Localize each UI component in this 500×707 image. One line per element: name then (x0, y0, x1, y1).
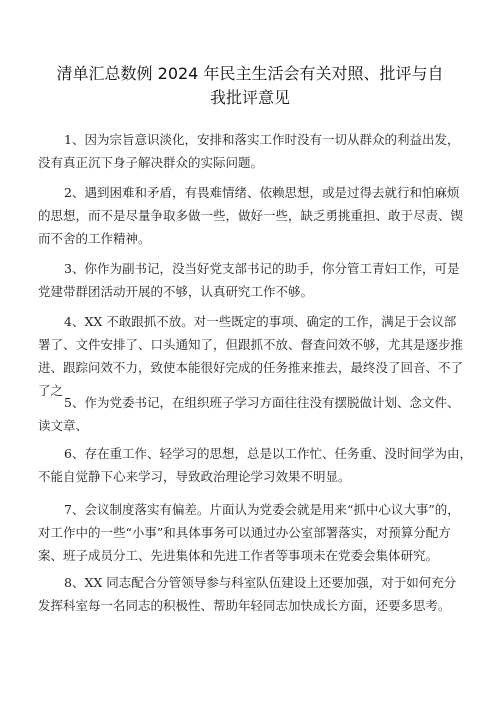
paragraph-4-line-3: 进、跟踪问效不力，致使本能很好完成的任务推来推去，最终没了回音、不了 (38, 360, 464, 375)
paragraph-2 (38, 181, 464, 250)
paragraph-3-line-1: 3、你作为副书记，没当好党支部书记的助手，你分管工青妇工作，可是 (64, 261, 460, 276)
paragraph-6-line-1: 6、存在重工作、轻学习的思想，总是以工作忙、任务重、没时间学为由， (64, 446, 472, 461)
paragraph-7-line-3: 案、班子成员分工、先进集体和先进工作者等事项未在党委会集体研究。 (38, 548, 439, 563)
paragraph-4-line-4: 了之 (38, 383, 64, 398)
paragraph-7-line-2: 对工作中的一些“小事”和具体事务可以通过办公室部署落实，对预算分配方 (38, 525, 451, 540)
paragraph-4-line-2: 署了、文件安排了、口头通知了，但跟抓不放、督查问效不够，尤其是逐步推 (38, 337, 464, 352)
paragraph-8 (38, 571, 464, 617)
paragraph-5-line-2: 读文章、 (38, 418, 89, 433)
paragraph-7-line-1: 7、会议制度落实有偏差。片面认为党委会就是用来“抓中心议大事”的， (64, 502, 460, 517)
paragraph-2-line-2: 的思想，而不是尽量争取多做一些，做好一些，缺乏勇挑重担、敢于尽责、锲 (38, 208, 464, 223)
paragraph-6-line-2: 不能自觉静下心来学习，导致政治理论学习效果不明显。 (38, 469, 351, 484)
paragraph-5 (38, 391, 464, 437)
paragraph-4-line-1: 4、XX 不敢跟抓不放。对一些既定的事项、确定的工作，满足于会议部 (64, 314, 457, 329)
paragraph-8-line-2: 发挥科室每一名同志的积极性、帮助年轻同志加快成长方面，还要多思考。 (38, 598, 451, 613)
paragraph-1-line-2: 没有真正沉下身子解决群众的实际问题。 (38, 155, 264, 170)
paragraph-1 (38, 128, 464, 174)
paragraph-3 (38, 257, 464, 303)
document-title-line-2: 我批评意见 (209, 88, 290, 107)
paragraph-4 (38, 310, 464, 402)
paragraph-6 (38, 442, 472, 488)
paragraph-1-line-1: 1、因为宗旨意识淡化，安排和落实工作时没有一切从群众的利益出发， (64, 132, 460, 147)
paragraph-2-line-1: 2、遇到困难和矛盾，有畏难情绪、依赖思想，或是过得去就行和怕麻烦 (64, 185, 460, 200)
paragraph-2-line-3: 而不舍的工作精神。 (38, 231, 151, 246)
paragraph-8-line-1: 8、XX 同志配合分管领导参与科室队伍建设上还要加强，对于如何充分 (64, 575, 457, 590)
paragraph-5-line-1: 5、作为党委书记，在组织班子学习方面往往没有摆脱做计划、念文件、 (64, 395, 460, 410)
paragraph-3-line-2: 党建带群团活动开展的不够，认真研究工作不够。 (38, 284, 314, 299)
document-title-line-1: 清单汇总数例 2024 年民主生活会有关对照、批评与自 (56, 64, 444, 83)
paragraph-7 (38, 498, 464, 567)
